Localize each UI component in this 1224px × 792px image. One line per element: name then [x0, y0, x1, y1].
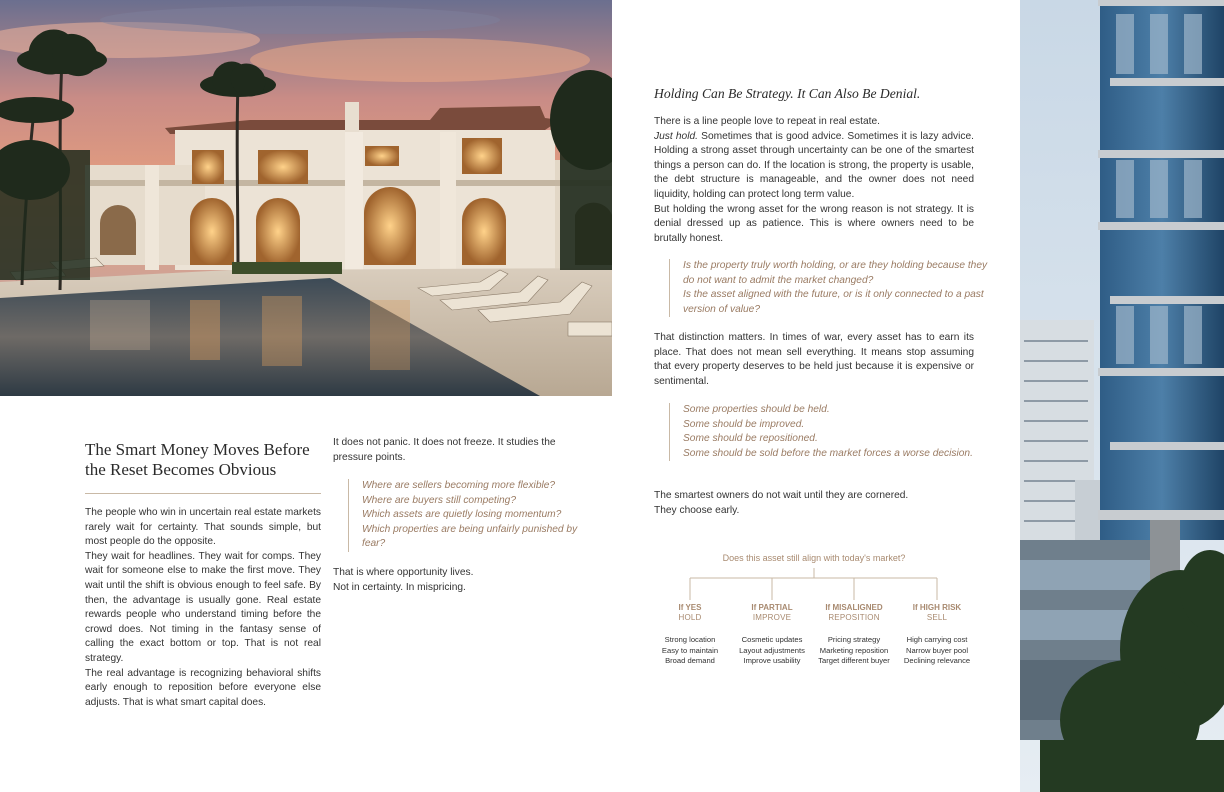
branch-improve: [732, 603, 812, 667]
denial-paragraph: But holding the wrong asset for the wrong reason is not strategy. It is denial dressed up as patience. This is where owners need to be brutally honest.: [654, 203, 974, 244]
criteria-item: Pricing strategy: [827, 635, 881, 644]
option-item: Some should be sold before the market forces a worse decision.: [683, 447, 973, 459]
criteria-item: Layout adjustments: [739, 645, 805, 655]
closing-line-2: They choose early.: [654, 504, 740, 516]
asset-decision-tree: [654, 548, 974, 678]
branch-criteria: [897, 635, 977, 667]
question-item: Where are sellers becoming more flexible?: [362, 480, 556, 491]
branch-criteria: [732, 635, 812, 667]
option-item: Some should be repositioned.: [683, 433, 818, 445]
closing-line-1: The smartest owners do not wait until they are cornered.: [654, 490, 909, 501]
col2-closing-line-1: That is where opportunity lives.: [333, 567, 474, 578]
criteria-item: Declining relevance: [903, 656, 971, 666]
tree-connectors: [654, 548, 974, 608]
question-item: Where are buyers still competing?: [362, 494, 517, 506]
branch-criteria: [814, 635, 894, 667]
branch-reposition: [814, 603, 894, 667]
col2-closing: [333, 566, 571, 595]
just-hold-phrase: Just hold.: [654, 130, 698, 142]
criteria-item: Easy to maintain: [661, 645, 719, 655]
tree-question: Does this asset still align with today's market?: [722, 553, 906, 563]
criteria-item: Strong location: [664, 635, 716, 644]
criteria-item: Broad demand: [665, 656, 715, 666]
villa-pool-photo: [0, 0, 612, 396]
honesty-questions: [669, 259, 988, 317]
right-closing: [654, 489, 974, 518]
branch-criteria: [650, 635, 730, 667]
option-item: Some should be improved.: [683, 418, 805, 430]
middle-column: [333, 436, 571, 465]
pressure-point-questions: [348, 479, 587, 552]
criteria-item: Improve usability: [743, 656, 801, 666]
question-item: Which assets are quietly losing momentum?: [362, 509, 562, 521]
headline-divider: [85, 493, 321, 494]
branch-hold: [650, 603, 730, 667]
question-item: Is the property truly worth holding, or are they holding because they do not want to admit the market changed?: [683, 260, 988, 286]
headline-line-2: the Reset Becomes Obvious: [85, 460, 277, 479]
property-options-list: [669, 403, 973, 461]
branch-action: HOLD: [678, 613, 702, 622]
col2-intro: It does not panic. It does not freeze. It studies the pressure points.: [333, 437, 556, 463]
right-title-wrap: [654, 86, 974, 102]
distinction-paragraph: That distinction matters. In times of war, every asset has to earn its place. That does not mean sell everything. It means stop assuming that every property deserves to be held just because it is expensive or sentimental.: [654, 332, 974, 387]
criteria-item: Target different buyer: [818, 656, 890, 666]
right-body-1: [654, 115, 974, 246]
branch-condition: If MISALIGNED: [825, 603, 883, 612]
left-column-body: [85, 506, 321, 710]
criteria-item: High carrying cost: [906, 635, 968, 644]
left-headline: [85, 440, 325, 480]
right-body-2: [654, 331, 974, 389]
section-title: Holding Can Be Strategy. It Can Also Be Denial.: [654, 86, 921, 101]
branch-condition: If PARTIAL: [751, 603, 793, 612]
branch-action: REPOSITION: [828, 613, 880, 622]
branch-condition: If YES: [678, 603, 702, 612]
question-item: Is the asset aligned with the future, or is it only connected to a past version of value?: [683, 289, 984, 315]
option-item: Some properties should be held.: [683, 404, 830, 415]
col1-paragraph-3: The real advantage is recognizing behavioral shifts early enough to reposition before everyone else adjusts. That is what smart capital does.: [85, 667, 321, 708]
question-item: Which properties are being unfairly punished by fear?: [362, 523, 578, 550]
branch-sell: [897, 603, 977, 667]
branch-action: SELL: [926, 613, 948, 622]
col1-paragraph-2: They wait for headlines. They wait for comps. They wait for someone else to make the first move. They wait until the shift is obvious enough to feel safe. By then, the advantage is usually gone. Real estate rewards people who understand timing before the crowd does. Not timing in the fantasy sense of calling the exact bottom or top. That is not real strategy.: [85, 550, 321, 664]
holding-paragraph-text: Sometimes that is good advice. Sometimes it is lazy advice. Holding a strong asset through uncertainty can be one of the smartest things a person can do. If the location is strong, the property is usable, the debt structure is manageable, and the owner does not need liquidity, holding can protect long term value.: [654, 130, 974, 200]
holding-paragraph: [654, 130, 974, 203]
headline-line-1: The Smart Money Moves Before: [85, 440, 310, 459]
col2-closing-line-2: Not in certainty. In mispricing.: [333, 581, 466, 593]
criteria-item: Marketing reposition: [819, 645, 889, 655]
col1-paragraph-1: The people who win in uncertain real estate markets rarely wait for certainty. That sounds simple, but most people do the opposite.: [85, 507, 321, 548]
branch-action: IMPROVE: [752, 613, 792, 622]
branch-condition: If HIGH RISK: [912, 603, 962, 612]
intro-line: There is a line people love to repeat in real estate.: [654, 116, 880, 127]
criteria-item: Narrow buyer pool: [905, 645, 969, 655]
criteria-item: Cosmetic updates: [741, 635, 803, 644]
glass-tower-photo: [1020, 0, 1224, 792]
